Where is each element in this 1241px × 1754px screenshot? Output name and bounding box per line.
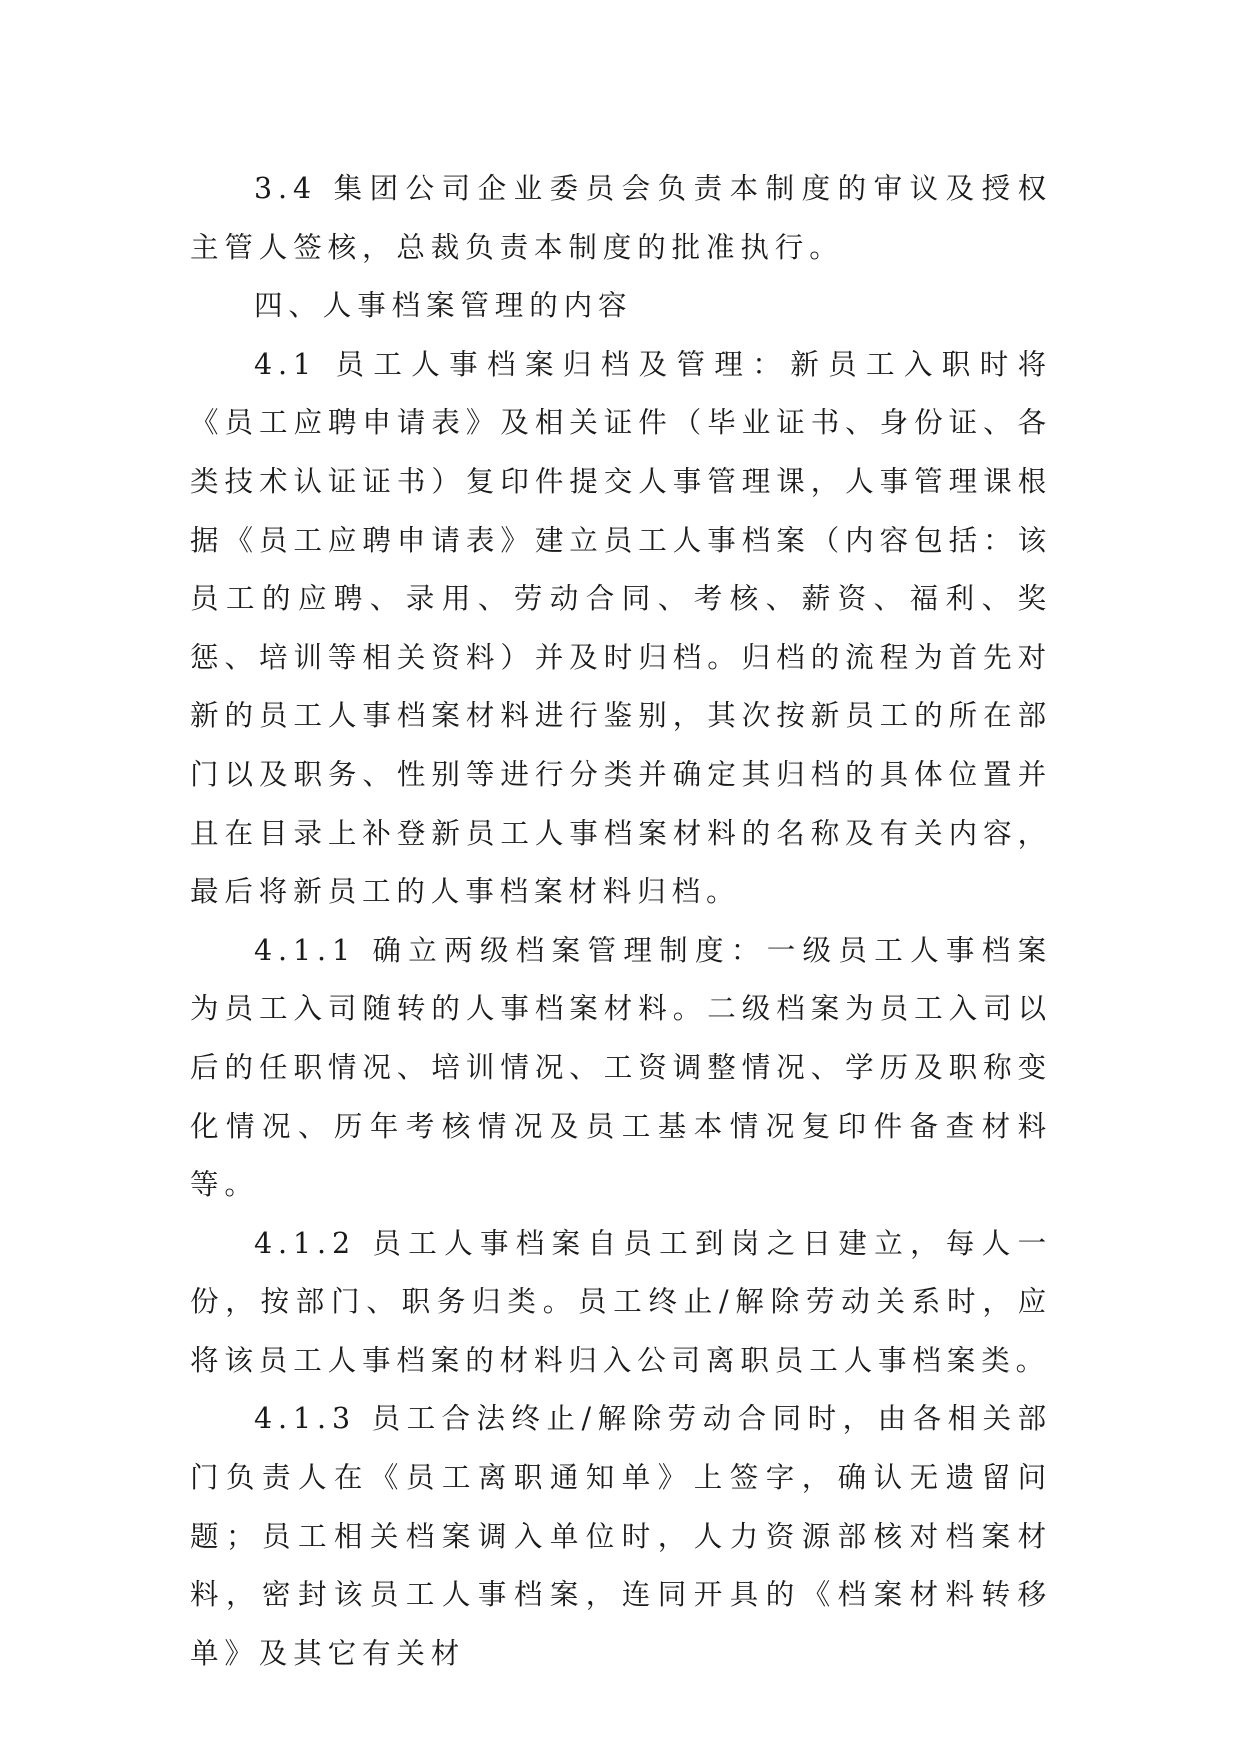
paragraph-4-1: 4.1 员工人事档案归档及管理：新员工入职时将《员工应聘申请表》及相关证件（毕业证书、身份证、各类技术认证证书）复印件提交人事管理课，人事管理课根据《员工应聘申请表》建立员工人事档案（内容包括：该员工的应聘、录用、劳动合同、考核、薪资、福利、奖惩、培训等相关资料）并及时归档。归档的流程为首先对新的员工人事档案材料进行鉴别，其次按新员工的所在部门以及职务、性别等进行分类并确定其归档的具体位置并且在目录上补登新员工人事档案材料的名称及有关内容，最后将新员工的人事档案材料归档。: [190, 347, 1052, 909]
paragraph-4-1-3: 4.1.3 员工合法终止/解除劳动合同时，由各相关部门负责人在《员工离职通知单》上签字，确认无遗留问题；员工相关档案调入单位时，人力资源部核对档案材料，密封该员工人事档案，连同开具的《档案材料转移单》及其它有关材: [190, 1402, 1052, 1670]
paragraph-4-1-1: 4.1.1 确立两级档案管理制度：一级员工人事档案为员工入司随转的人事档案材料。二级档案为员工入司以后的任职情况、培训情况、工资调整情况、学历及职称变化情况、历年考核情况及员工基本情况复印件备查材料等。: [190, 933, 1052, 1202]
paragraph-3-4: 3.4 集团公司企业委员会负责本制度的审议及授权主管人签核，总裁负责本制度的批准执行。: [190, 172, 1052, 264]
paragraph-4-1-2: 4.1.2 员工人事档案自员工到岗之日建立，每人一份，按部门、职务归类。员工终止/解除劳动关系时，应将该员工人事档案的材料归入公司离职员工人事档案类。: [190, 1226, 1052, 1377]
section-heading-4: 四、人事档案管理的内容: [254, 289, 633, 323]
document-page: [190, 160, 1052, 1683]
